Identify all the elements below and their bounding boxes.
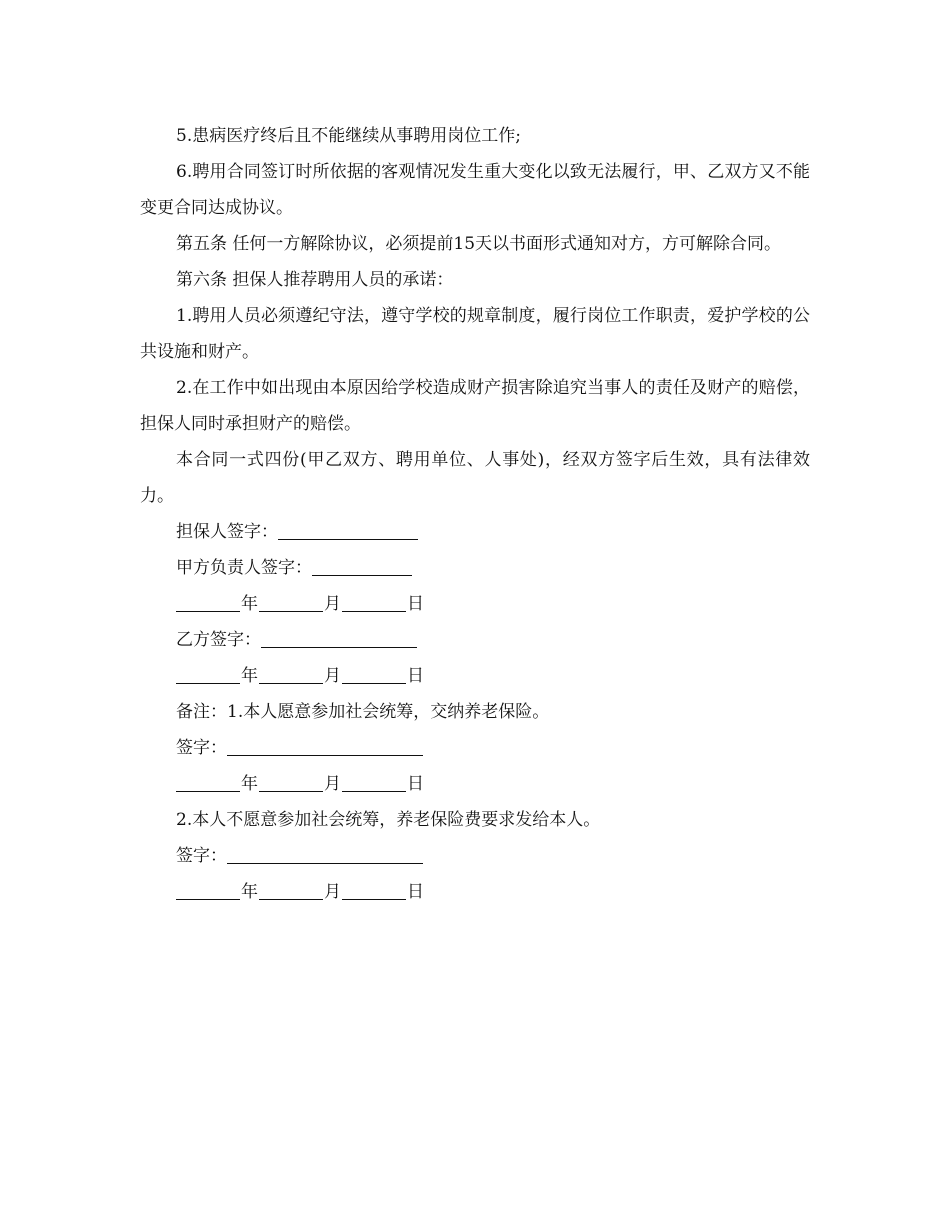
month-label: 月 [324,666,341,686]
month-label: 月 [324,774,341,794]
note-2-signature-label: 签字： [176,846,227,866]
month-label: 月 [324,594,341,614]
note-1-signature-blank [227,735,423,756]
guarantor-signature-label: 担保人签字： [176,522,278,542]
guarantor-signature-line [140,514,810,550]
year-label: 年 [241,666,258,686]
article-6-item-2: 2.在工作中如出现由本原因给学校造成财产损害除追究当事人的责任及财产的赔偿，担保人同时承担财产的赔偿。 [140,378,810,434]
day-label: 日 [407,594,424,614]
contract-body [140,118,810,910]
clause-item-6: 6.聘用合同签订时所依据的客观情况发生重大变化以致无法履行，甲、乙双方又不能变更合同达成协议。 [140,162,810,218]
party-b-signature-line [140,622,810,658]
party-a-signature-label: 甲方负责人签字： [176,558,312,578]
year-label: 年 [241,774,258,794]
note-2-signature-blank [227,843,423,864]
note-2-signature-line [140,838,810,874]
day-label: 日 [407,882,424,902]
day-blank [342,879,406,900]
year-blank [176,879,240,900]
year-label: 年 [241,594,258,614]
note-1-signature-line [140,730,810,766]
month-blank [259,771,323,792]
article-6-item-1: 1.聘用人员必须遵纪守法，遵守学校的规章制度，履行岗位工作职责，爱护学校的公共设施和财产。 [140,306,810,362]
party-a-signature-line [140,550,810,586]
year-blank [176,771,240,792]
guarantor-signature-blank [278,519,418,540]
date-line [140,658,810,694]
day-blank [342,591,406,612]
date-line [140,766,810,802]
day-label: 日 [407,666,424,686]
month-blank [259,591,323,612]
date-line [140,874,810,910]
month-blank [259,663,323,684]
note-1: 备注：1.本人愿意参加社会统筹，交纳养老保险。 [176,702,550,722]
month-label: 月 [324,882,341,902]
month-blank [259,879,323,900]
note-1-signature-label: 签字： [176,738,227,758]
party-b-signature-label: 乙方签字： [176,630,261,650]
day-blank [342,771,406,792]
party-b-signature-blank [261,627,417,648]
copies-clause: 本合同一式四份(甲乙双方、聘用单位、人事处)，经双方签字后生效，具有法律效力。 [140,450,810,506]
day-label: 日 [407,774,424,794]
note-2: 2.本人不愿意参加社会统筹，养老保险费要求发给本人。 [176,810,601,830]
article-6-title: 第六条 担保人推荐聘用人员的承诺： [176,270,454,290]
date-line [140,586,810,622]
clause-item-5: 5.患病医疗终后且不能继续从事聘用岗位工作; [176,126,521,146]
day-blank [342,663,406,684]
year-blank [176,591,240,612]
party-a-signature-blank [312,555,412,576]
year-label: 年 [241,882,258,902]
article-5: 第五条 任何一方解除协议，必须提前15天以书面形式通知对方，方可解除合同。 [176,234,782,254]
year-blank [176,663,240,684]
